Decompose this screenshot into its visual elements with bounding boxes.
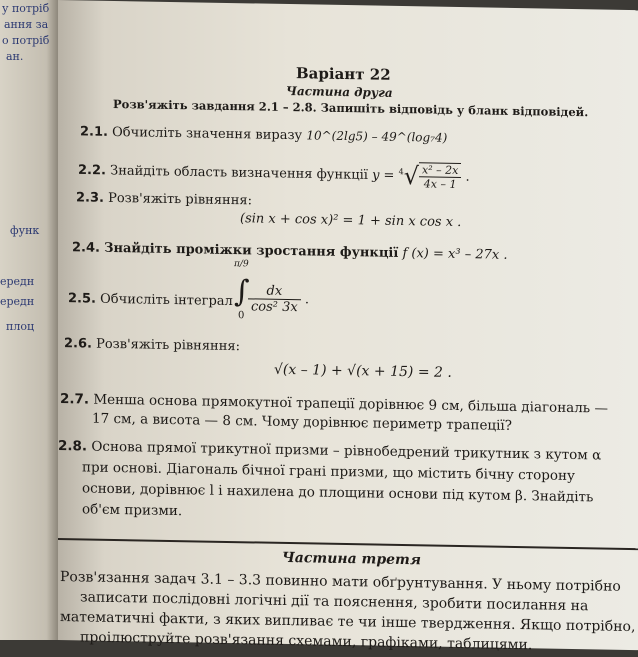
task-2-8-line-4: об'єм призми. bbox=[82, 501, 183, 520]
root-sign-icon: √ bbox=[403, 162, 419, 191]
task-2-1 bbox=[80, 124, 447, 145]
task-number: 2.5. bbox=[68, 291, 96, 307]
edge-text: ередн bbox=[0, 275, 35, 288]
edge-text: ан. bbox=[6, 50, 24, 63]
root-index: 4 bbox=[398, 167, 404, 177]
tail: . bbox=[465, 169, 470, 185]
task-number: 2.3. bbox=[76, 190, 104, 206]
part-three-title: Частина третя bbox=[282, 549, 421, 569]
formula-lhs: y = bbox=[372, 167, 395, 184]
tail: . bbox=[304, 292, 310, 308]
edge-text: ередн bbox=[0, 295, 35, 308]
fraction bbox=[419, 162, 461, 191]
task-text: Обчисліть інтеграл bbox=[100, 291, 233, 310]
edge-text: ання за bbox=[4, 18, 49, 31]
task-2-3-formula: (sin x + cos x)² = 1 + sin x cos x . bbox=[240, 211, 462, 231]
task-2-3 bbox=[76, 190, 252, 208]
task-2-6 bbox=[64, 336, 240, 354]
previous-page-edge bbox=[0, 0, 58, 640]
task-number: 2.8. bbox=[58, 438, 88, 455]
variant-title: Варіант 22 bbox=[296, 64, 391, 84]
task-text: Обчисліть значення виразу bbox=[112, 124, 303, 144]
denominator: cos² 3x bbox=[251, 299, 298, 316]
task-number: 2.1. bbox=[80, 124, 108, 140]
task-text: Знайдіть область визначення функції bbox=[110, 163, 368, 183]
task-formula: 10^(2lg5) – 49^(log₇4) bbox=[306, 128, 448, 145]
task-formula: f (x) = x³ – 27x . bbox=[402, 246, 508, 263]
section-divider bbox=[58, 538, 638, 550]
part-two-title: Частина друга bbox=[286, 83, 393, 100]
part-three-line: Розв'язання задач 3.1 – 3.3 повинно мати обґрунтування. У ньому потрібно bbox=[60, 569, 621, 595]
task-line: Менша основа прямокутної трапеції дорівнює 9 см, більша діагональ — bbox=[93, 391, 608, 417]
edge-text: функ bbox=[10, 224, 40, 237]
task-2-4 bbox=[72, 240, 507, 263]
task-number: 2.7. bbox=[60, 391, 90, 408]
instruction-text: Розв'яжіть завдання 2.1 – 2.8. Запишіть відповідь у бланк відповідей. bbox=[113, 96, 589, 120]
part-three-line: проілюструйте розв'язання схемами, графіками, таблицями. bbox=[80, 629, 533, 654]
task-2-7-line-2: 17 см, а висота — 8 см. Чому дорівнює периметр трапеції? bbox=[92, 410, 512, 434]
task-text: Розв'яжіть рівняння: bbox=[96, 336, 240, 355]
task-2-8-line-2: при основі. Діагональ бічної грані призми, що містить бічну сторону bbox=[82, 459, 576, 485]
numerator: dx bbox=[248, 283, 301, 300]
part-three-line: записати послідовні логічні дії та пояснення, зробити посилання на bbox=[80, 589, 589, 615]
task-number: 2.4. bbox=[72, 240, 100, 256]
denominator: 4x – 1 bbox=[423, 177, 457, 191]
integral-fraction bbox=[248, 283, 309, 315]
integral-lower-limit: 0 bbox=[238, 310, 245, 322]
integral-upper-limit: π/9 bbox=[234, 259, 249, 270]
task-number: 2.6. bbox=[64, 336, 92, 352]
part-three-line: математичні факти, з яких випливає те чи інше твердження. Якщо потрібно, bbox=[60, 609, 636, 636]
task-text: Розв'яжіть рівняння: bbox=[108, 190, 252, 209]
task-2-5 bbox=[68, 291, 233, 309]
task-2-8-line-3: основи, дорівнює l і нахилена до площини основи під кутом β. Знайдіть bbox=[82, 480, 594, 506]
task-2-6-formula: √(x – 1) + √(x + 15) = 2 . bbox=[274, 361, 452, 381]
fraction bbox=[248, 283, 301, 315]
edge-text: у потріб bbox=[2, 2, 50, 15]
integral-sign-icon: ∫ bbox=[234, 274, 250, 310]
task-text: Знайдіть проміжки зростання функції bbox=[104, 240, 399, 261]
edge-text: о потріб bbox=[2, 34, 50, 47]
edge-text: плоц bbox=[6, 320, 35, 333]
textbook-page bbox=[58, 0, 638, 654]
task-line: Основа прямої трикутної призми – рівнобедрений трикутник з кутом α bbox=[91, 438, 602, 464]
numerator: x² – 2x bbox=[419, 163, 461, 178]
task-2-2 bbox=[78, 156, 470, 191]
task-number: 2.2. bbox=[78, 162, 106, 179]
